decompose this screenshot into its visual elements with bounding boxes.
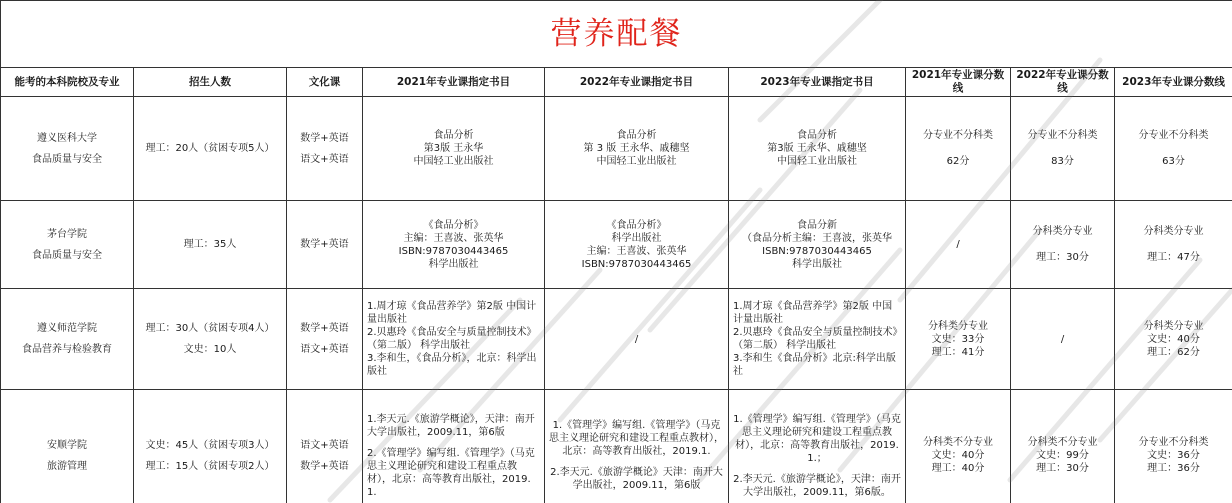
school-name: 遵义师范学院 <box>37 323 97 334</box>
table-row <box>1 390 1232 503</box>
book-line: 2.贝惠玲《食品安全与质量控制技术》（第二版） 科学出版社 <box>733 327 898 351</box>
header-culture: 文化课 <box>287 68 363 97</box>
major-name: 食品质量与安全 <box>32 153 102 165</box>
table-row <box>1 97 1232 201</box>
header-books-2022: 2022年专业课指定书目 <box>545 68 729 97</box>
quota-line: 文史：45人（贫困专项3人） <box>145 439 275 451</box>
book-line: 1.周才琼《食品营养学》第2版 中国计量出版社 <box>733 301 893 325</box>
book-line: 2.贝惠玲《食品安全与质量控制技术》（第二版） 科学出版社 <box>367 327 537 351</box>
score-2022-cell <box>1011 289 1115 390</box>
book-line: / <box>634 333 639 345</box>
score-line: 分专业不分科类 <box>1027 130 1098 141</box>
score-2023-cell <box>1115 289 1232 390</box>
book-line: 2.《管理学》编写组.《管理学》（马克思主义理论研究和建设工程重点教材），北京：高等教育出版社，2019.1. <box>367 447 535 498</box>
quota-cell <box>134 390 287 503</box>
table-row <box>1 289 1232 390</box>
score-2021-cell <box>906 390 1011 503</box>
book-line: ISBN:9787030443465 <box>398 245 509 257</box>
score-2023-cell <box>1115 97 1232 201</box>
major-name: 食品质量与安全 <box>32 249 102 261</box>
quota-line: 理工：35人 <box>183 239 237 250</box>
score-line: 理工：36分 <box>1147 463 1200 474</box>
major-name: 食品营养与检验教育 <box>22 344 112 355</box>
score-line: 分专业不分科类 <box>923 130 993 141</box>
score-2023-cell <box>1115 390 1232 503</box>
book-line: 科学出版社 <box>428 258 479 270</box>
book-line: 第3版 王永华、戚穗坚 <box>767 143 867 154</box>
quota-cell <box>134 289 287 390</box>
title-row <box>1 1 1232 68</box>
score-line: 分科类不分专业 <box>923 437 993 448</box>
book-line: 《食品分析》 <box>423 219 484 231</box>
score-line: 理工：47分 <box>1147 252 1200 263</box>
score-line: 分专业不分科类 <box>1138 130 1209 141</box>
quota-line: 理工：20人（贫困专项5人） <box>145 143 275 154</box>
culture-line: 语文+英语 <box>300 439 349 451</box>
title-cell <box>1 1 1232 68</box>
book-line: 2.李天元.《旅游学概论》，天津：南开大学出版社，2009.11，第6版。 <box>733 473 901 498</box>
score-2022-cell <box>1011 97 1115 201</box>
book-line: 食品分析 <box>797 130 837 141</box>
book-line: ISBN:9787030443465 <box>762 245 872 257</box>
score-2021-cell <box>906 289 1011 390</box>
book-line: 主编：王喜波、张英华 <box>586 245 687 257</box>
book-line: 1.周才琼《食品营养学》第2版 中国计量出版社 <box>367 301 537 325</box>
books-2023-cell <box>729 289 906 390</box>
culture-cell <box>287 201 363 289</box>
culture-cell <box>287 289 363 390</box>
header-row <box>1 68 1232 97</box>
book-line: 食品分析 <box>433 130 474 141</box>
quota-cell <box>134 201 287 289</box>
books-2023-cell <box>729 201 906 289</box>
book-line: 食品分析 <box>616 130 657 141</box>
score-line: 分科类分专业 <box>1143 226 1204 237</box>
school-name: 茅台学院 <box>47 228 87 240</box>
school-name: 遵义医科大学 <box>37 132 97 144</box>
books-2021-cell <box>363 201 545 289</box>
header-school: 能考的本科院校及专业 <box>1 68 134 97</box>
book-line: 中国轻工业出版社 <box>777 156 857 167</box>
book-line: 3.李和生《食品分析》北京:科学出版社 <box>733 353 896 377</box>
culture-cell <box>287 97 363 201</box>
books-2023-cell <box>729 390 906 503</box>
header-score-2022: 2022年专业课分数线 <box>1011 68 1115 97</box>
score-line: 62分 <box>946 156 970 167</box>
culture-line: 数学+英语 <box>300 132 349 144</box>
book-line: 主编：王喜波、张英华 <box>403 232 504 244</box>
book-line: ISBN:9787030443465 <box>581 258 692 270</box>
score-2021-cell <box>906 201 1011 289</box>
header-books-2023: 2023年专业课指定书目 <box>729 68 906 97</box>
books-2022-cell <box>545 201 729 289</box>
score-line: 文史：40分 <box>931 450 985 461</box>
score-line: 理工：62分 <box>1147 346 1200 358</box>
score-2023-cell <box>1115 201 1232 289</box>
score-line: 文史：40分 <box>1147 333 1200 345</box>
culture-line: 语文+英语 <box>300 153 349 165</box>
score-line: 文史：99分 <box>1036 450 1089 461</box>
score-line: 文史：36分 <box>1147 450 1200 461</box>
culture-line: 数学+英语 <box>300 460 349 472</box>
page-title: 营养配餐 <box>550 16 683 52</box>
books-2021-cell <box>363 289 545 390</box>
school-cell <box>1 201 134 289</box>
score-2021-cell <box>906 97 1011 201</box>
book-line: 2.李天元.《旅游学概论》天津：南开大学出版社，2009.11，第6版 <box>550 467 723 491</box>
book-line: 中国轻工业出版社 <box>596 156 677 167</box>
score-line: / <box>956 239 960 250</box>
quota-line: 理工：15人（贫困专项2人） <box>145 460 275 472</box>
book-line: 中国轻工业出版社 <box>413 156 494 167</box>
score-line: 分专业不分科类 <box>1138 437 1209 448</box>
book-line: 科学出版社 <box>792 258 842 270</box>
school-cell <box>1 390 134 503</box>
books-2021-cell <box>363 390 545 503</box>
major-name: 旅游管理 <box>47 460 87 472</box>
books-2022-cell <box>545 390 729 503</box>
culture-line: 数学+英语 <box>300 239 349 250</box>
book-line: （食品分析主编：王喜波，张英华 <box>742 232 892 244</box>
score-line: 83分 <box>1051 156 1074 167</box>
header-quota: 招生人数 <box>134 68 287 97</box>
score-line: 63分 <box>1162 156 1185 167</box>
book-line: 第3版 王永华 <box>423 143 484 154</box>
book-line: 第 3 版 王永华、戚穗坚 <box>583 143 690 154</box>
header-score-2021: 2021年专业课分数线 <box>906 68 1011 97</box>
books-2023-cell <box>729 97 906 201</box>
table-row <box>1 201 1232 289</box>
book-line: 科学出版社 <box>611 232 662 244</box>
quota-line: 文史：10人 <box>183 344 237 355</box>
score-line: 文史：33分 <box>931 333 985 345</box>
quota-line: 理工：30人（贫困专项4人） <box>145 323 275 334</box>
score-line: / <box>1060 333 1065 345</box>
score-line: 理工：41分 <box>931 346 985 358</box>
score-line: 理工：30分 <box>1036 463 1089 474</box>
score-line: 分科类分专业 <box>1143 320 1204 332</box>
school-cell <box>1 97 134 201</box>
books-2021-cell <box>363 97 545 201</box>
quota-cell <box>134 97 287 201</box>
score-line: 分科类分专业 <box>1032 226 1093 237</box>
score-line: 分科类分专业 <box>928 320 988 332</box>
books-2022-cell <box>545 97 729 201</box>
culture-line: 数学+英语 <box>300 323 349 334</box>
culture-line: 语文+英语 <box>300 344 349 355</box>
school-name: 安顺学院 <box>47 439 87 451</box>
book-line: 食品分新 <box>797 219 837 231</box>
school-cell <box>1 289 134 390</box>
score-line: 分科类不分专业 <box>1027 437 1098 448</box>
score-line: 理工：40分 <box>931 463 985 474</box>
books-2022-cell <box>545 289 729 390</box>
book-line: 1.《管理学》编写组.《管理学》（马克思主义理论研究和建设工程重点教材），北京：高等教育出版社，2019.1. <box>549 420 724 457</box>
score-2022-cell <box>1011 201 1115 289</box>
score-line: 理工：30分 <box>1036 252 1089 263</box>
book-line: 1.《管理学》编写组.《管理学》（马克思主义理论研究和建设工程重点教材），北京：高等教育出版社，2019.1.； <box>733 413 901 464</box>
header-books-2021: 2021年专业课指定书目 <box>363 68 545 97</box>
book-line: 3.李和生，《食品分析》，北京：科学出版社 <box>367 353 537 377</box>
book-line: 《食品分析》 <box>606 219 667 231</box>
header-score-2023: 2023年专业课分数线 <box>1115 68 1232 97</box>
book-line: 1.李天元.《旅游学概论》，天津：南开大学出版社，2009.11，第6版 <box>367 413 535 438</box>
score-2022-cell <box>1011 390 1115 503</box>
culture-cell <box>287 390 363 503</box>
